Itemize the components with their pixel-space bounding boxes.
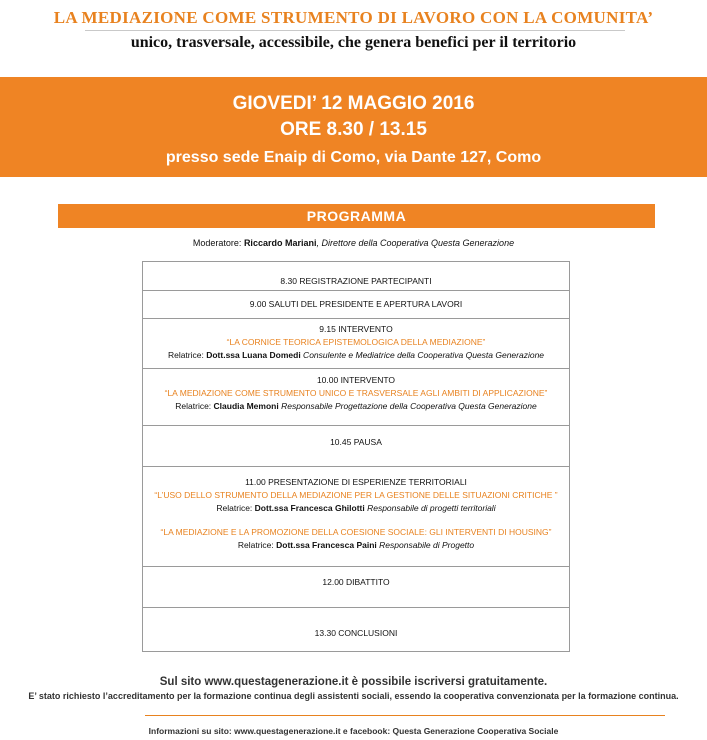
moderator-line <box>0 238 707 248</box>
row-topic: “L’USO DELLO STRUMENTO DELLA MEDIAZIONE PER LA GESTIONE DELLE SITUAZIONI CRITICHE ” <box>154 490 558 500</box>
row-speaker <box>143 503 569 513</box>
row-title: 9.15 INTERVENTO <box>319 324 393 334</box>
table-row <box>143 319 569 369</box>
row-title: 10.45 PAUSA <box>330 437 382 447</box>
programme-table <box>142 261 570 652</box>
speaker-name: Dott.ssa Francesca Paini <box>276 540 377 550</box>
speaker-label: Relatrice: <box>216 503 255 513</box>
table-row <box>143 369 569 426</box>
speaker-role: Responsabile di progetti territoriali <box>364 503 496 513</box>
moderator-role: , Direttore della Cooperativa Questa Generazione <box>316 238 515 248</box>
date-banner <box>0 77 707 177</box>
row-topic: “LA MEDIAZIONE E LA PROMOZIONE DELLA COESIONE SOCIALE: GLI INTERVENTI DI HOUSING” <box>160 527 552 537</box>
event-venue: presso sede Enaip di Como, via Dante 127, Como <box>165 149 542 166</box>
info-note: Informazioni su sito: www.questagenerazione.it e facebook: Questa Generazione Cooperativa Sociale <box>148 726 559 736</box>
title-divider <box>85 30 625 31</box>
table-row <box>143 426 569 467</box>
row-topic: “LA CORNICE TEORICA EPISTEMOLOGICA DELLA MEDIAZIONE” <box>226 337 486 347</box>
table-row <box>143 567 569 608</box>
speaker-label: Relatrice: <box>237 540 277 550</box>
accreditation-note: E’ stato richiesto l’accreditamento per la formazione continua degli assistenti sociali, essendo la cooperativa convenzionata per la formazione continua. <box>28 691 679 701</box>
moderator-name: Riccardo Mariani <box>243 238 317 248</box>
row-speaker <box>143 350 569 360</box>
row-title: 10.00 INTERVENTO <box>316 375 396 385</box>
row-speaker <box>143 401 569 411</box>
row-title: 13.30 CONCLUSIONI <box>314 628 398 638</box>
event-date: GIOVEDI’ 12 MAGGIO 2016 <box>232 93 475 114</box>
signup-note: Sul sito www.questagenerazione.it è possibile iscriversi gratuitamente. <box>159 676 548 688</box>
programme-heading: PROGRAMMA <box>58 204 655 228</box>
speaker-label: Relatrice: <box>167 350 207 360</box>
row-speaker <box>143 540 569 550</box>
speaker-role: Responsabile Progettazione della Cooperativa Questa Generazione <box>278 401 537 411</box>
row-topic: “LA MEDIAZIONE COME STRUMENTO UNICO E TRASVERSALE AGLI AMBITI DI APPLICAZIONE” <box>164 388 548 398</box>
row-title: 9.00 SALUTI DEL PRESIDENTE E APERTURA LAVORI <box>249 299 463 309</box>
moderator-label: Moderatore: <box>192 238 244 248</box>
row-title: 12.00 DIBATTITO <box>322 577 390 587</box>
speaker-label: Relatrice: <box>175 401 214 411</box>
footer-divider <box>145 715 665 716</box>
speaker-name: Claudia Memoni <box>213 401 279 411</box>
speaker-role: Consulente e Mediatrice della Cooperativa Questa Generazione <box>300 350 545 360</box>
row-title: 8.30 REGISTRAZIONE PARTECIPANTI <box>280 276 432 286</box>
event-time: ORE 8.30 / 13.15 <box>280 119 427 140</box>
table-row <box>143 467 569 567</box>
table-row <box>143 262 569 291</box>
speaker-name: Dott.ssa Francesca Ghilotti <box>254 503 365 513</box>
event-subtitle: unico, trasversale, accessibile, che genera benefici per il territorio <box>130 34 577 51</box>
speaker-role: Responsabile di Progetto <box>376 540 475 550</box>
event-title: LA MEDIAZIONE COME STRUMENTO DI LAVORO CON LA COMUNITA’ <box>53 8 654 27</box>
table-row <box>143 291 569 319</box>
speaker-name: Dott.ssa Luana Domedi <box>206 350 301 360</box>
table-row <box>143 608 569 651</box>
row-title: 11.00 PRESENTAZIONE DI ESPERIENZE TERRITORIALI <box>245 477 467 487</box>
